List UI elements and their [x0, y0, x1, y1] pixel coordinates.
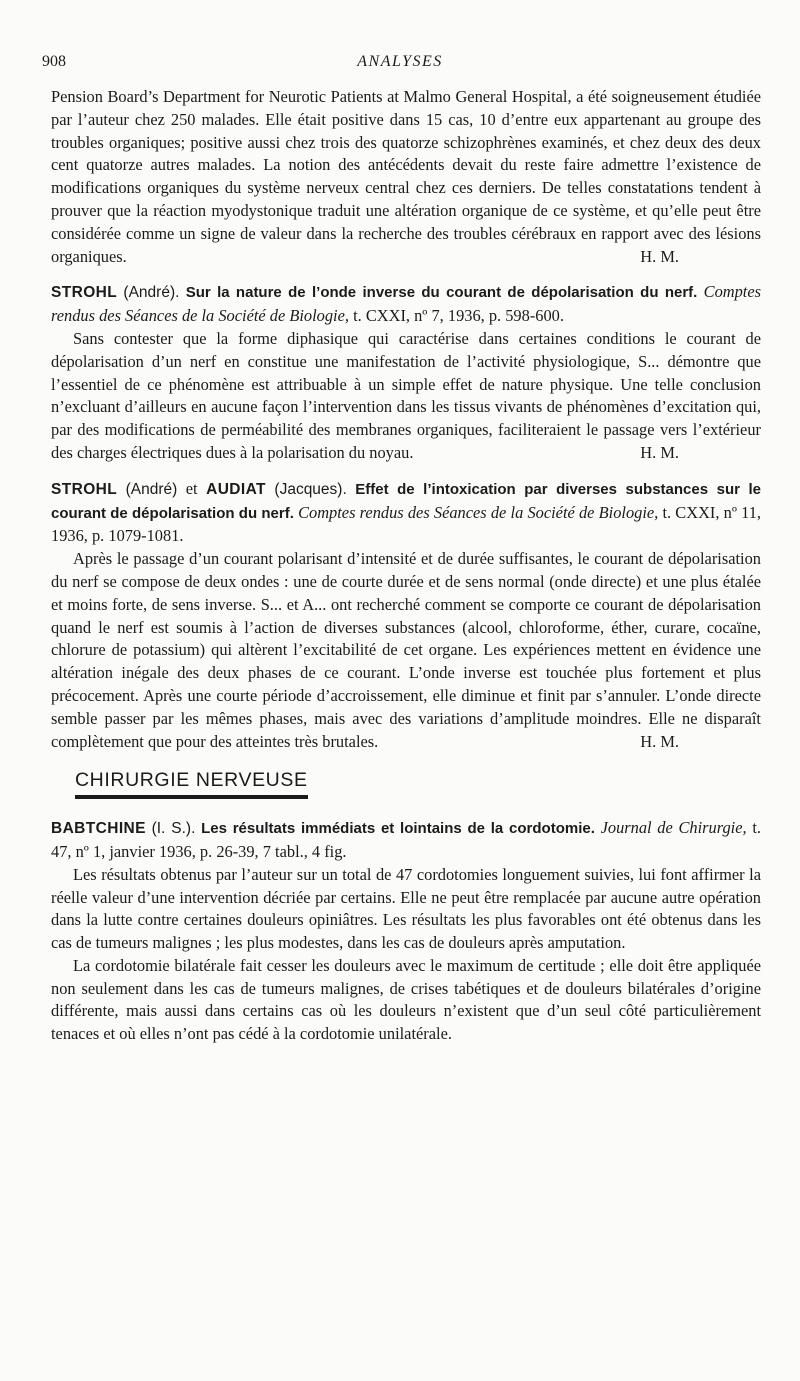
abstract-text: Après le passage d’un courant polarisant d’intensité et de durée suffisantes, le courant de dépolarisation du nerf se compose de deux ondes : une de courte durée et de sens normal (onde directe) et une plus étalée et moins forte, de sens inverse. S... et A... ont recherché comment se comporte ce courant de dépolarisation quand le nerf est soumis à l’action de diverses substances (alcool, chloroforme, éther, curare, cocaïne, chlorure de potassium) qui altèrent l’excitabilité de cet organe. Les expériences mettent en évidence une altération inégale des deux phases de ce courant. L’onde inverse est touchée plus fortement et plus précocement. Après une courte période d’accroissement, elle diminue et finit par s’annuler. L’onde directe semble passer par les mêmes phases, mais avec des variations d’amplitude moindres. Elle ne disparaît complètement que pour des atteintes très brutales. [51, 549, 761, 751]
abstract-paragraph [51, 548, 761, 753]
author-surname: STROHL [51, 284, 118, 302]
continuation-paragraph [51, 86, 761, 268]
author-first-name: (André) [125, 480, 178, 498]
abstract-paragraph: Les résultats obtenus par l’auteur sur un total de 47 cordotomies longuement suivies, lui font affirmer la réelle valeur d’une intervention décriée par certains. Elle ne peut être remplacée par aucune autre opération dans la lutte contre certaines douleurs opiniâtres. Les résultats les plus favorables ont été obtenus dans les cas de tumeurs malignes ; les plus modestes, dans les cas de douleurs après amputation. [51, 864, 761, 953]
journal-name: Comptes rendus des Séances de la Société de Biologie, [298, 502, 659, 522]
author-first-name: (I. S.). [151, 820, 196, 838]
abstract-paragraph [51, 328, 761, 465]
abstract-entry [51, 817, 761, 1046]
citation-details: t. 47, nº 1, janvier 1936, p. 26-39, 7 tabl., 4 fig. [51, 818, 761, 861]
citation-details: t. CXXI, nº 7, 1936, p. 598-600. [353, 306, 564, 326]
abstract-entry [51, 281, 761, 464]
reviewer-initials: H. M. [640, 442, 679, 462]
journal-name: Comptes rendus des Séances de la Société de Biologie, [51, 282, 762, 326]
continuation-text: Pension Board’s Department for Neurotic Patients at Malmo General Hospital, a été soigneusement étudiée par l’auteur chez 250 malades. Elle était positive dans 15 cas, 10 d’entre eux appartenant au groupe des troubles organiques; positive aussi chez trois des quatorze schizophrènes examinés, et chez deux des deux cent quatorze autres malades. La notion des antécédents devait du reste faire admettre l’existence de modifications organiques du système nerveux central chez ces derniers. De telles constatations tendent à prouver que la réaction myodystonique traduit une altération organique de ce système, et qu’elle peut être considérée comme un signe de valeur dans la recherche des troubles cérébraux en rapport avec des lésions organiques. [51, 87, 761, 266]
page-content [51, 86, 761, 1046]
article-title: Sur la nature de l’onde inverse du courant de dépolarisation du nerf. [185, 284, 698, 302]
entry-citation [51, 281, 761, 328]
page-header [40, 53, 760, 75]
article-title: Les résultats immédiats et lointains de la cordotomie. [201, 820, 595, 838]
reviewer-initials: H. M. [640, 731, 679, 751]
author-first-name: (André). [123, 284, 180, 302]
author-first-name: (Jacques). [274, 480, 347, 498]
journal-name: Journal de Chirurgie, [600, 818, 747, 838]
author-surname: BABTCHINE [51, 820, 146, 838]
page-number: 908 [42, 53, 66, 70]
running-title: ANALYSES [357, 53, 443, 70]
reviewer-initials: H. M. [640, 246, 679, 266]
abstract-entry [51, 478, 761, 754]
entry-citation [51, 817, 761, 864]
article-title: Effet de l’intoxication par diverses substances sur le courant de dépolarisation du nerf. [51, 480, 762, 522]
author-surname: AUDIAT [206, 480, 266, 498]
section-heading: CHIRURGIE NERVEUSE [75, 769, 308, 799]
entry-citation [51, 478, 761, 548]
citation-details: t. CXXI, nº 11, 1936, p. 1079-1081. [51, 502, 762, 546]
abstract-paragraph: La cordotomie bilatérale fait cesser les douleurs avec le maximum de certitude ; elle doit être appliquée non seulement dans les cas de tumeurs malignes, de crises tabétiques et de douleurs bilatérales d’origine différente, mais aussi dans certains cas où les douleurs n’existent que d’un seul côté particulièrement tenaces et où elles n’ont pas cédé à la cordotomie unilatérale. [51, 955, 761, 1044]
author-conjunction: et [185, 478, 198, 498]
author-surname: STROHL [51, 480, 118, 498]
abstract-text: Sans contester que la forme diphasique qui caractérise dans certaines conditions le courant de dépolarisation d’un nerf en constitue une manifestation de l’activité physiologique, S... démontre que l’essentiel de ce phénomène est attribuable à un simple effet de nature physique. Une telle conclusion n’excluant d’ailleurs en aucune façon l’intervention dans les tissus vivants de phénomènes d’excitation qui, par des modifications de perméabilité des membranes organiques, faciliteraient le passage vers l’extérieur des charges électriques dues à la polarisation du noyau. [51, 328, 761, 462]
